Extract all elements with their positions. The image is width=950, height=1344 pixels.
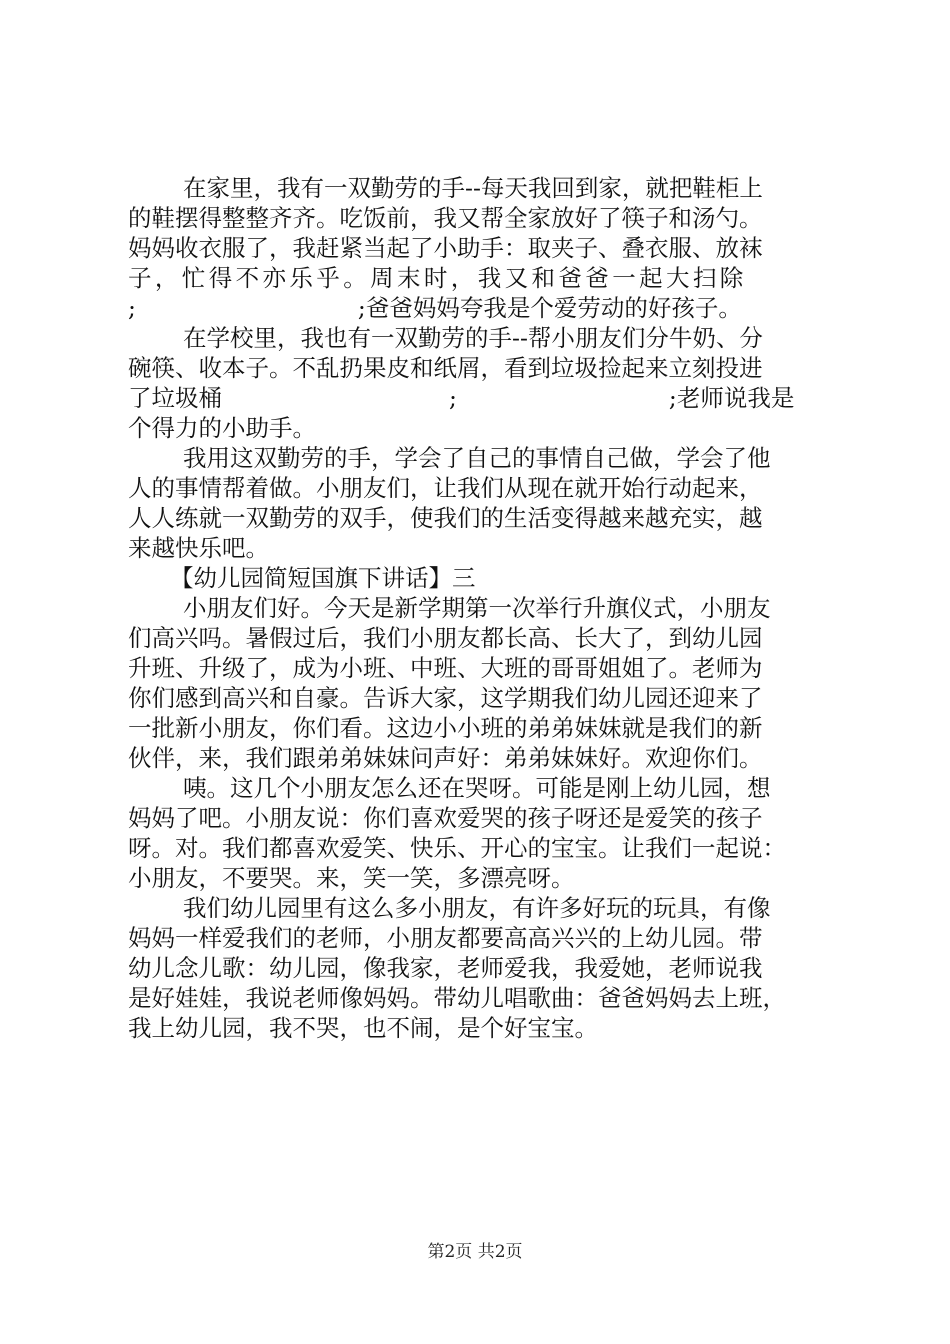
text-span: 幼儿念儿歌：幼儿园，像我家，老师爱我，我爱她，老师说我 <box>128 954 763 982</box>
text-line <box>128 173 840 203</box>
text-line <box>128 443 840 473</box>
text-line <box>128 293 840 323</box>
text-line <box>128 653 840 683</box>
text-line <box>128 983 840 1013</box>
page-number-footer: 第2页 共2页 <box>427 1242 523 1262</box>
text-span: 人人练就一双勤劳的双手，使我们的生活变得越来越充实，越 <box>128 504 763 532</box>
text-line <box>128 1013 840 1043</box>
text-span: 一批新小朋友，你们看。这边小小班的弟弟妹妹就是我们的新 <box>128 714 763 742</box>
text-span: 你们感到高兴和自豪。告诉大家，这学期我们幼儿园还迎来了 <box>128 684 763 712</box>
text-line <box>128 743 840 773</box>
text-line <box>128 233 840 263</box>
text-line <box>128 803 840 833</box>
text-line <box>128 203 840 233</box>
text-line <box>128 533 840 563</box>
text-span: 妈妈一样爱我们的老师，小朋友都要高高兴兴的上幼儿园。带 <box>128 924 763 952</box>
text-span: 妈妈收衣服了，我赶紧当起了小助手：取夹子、叠衣服、放袜 <box>128 234 763 262</box>
text-span: 在学校里，我也有一双勤劳的手--帮小朋友们分牛奶、分 <box>183 324 763 352</box>
text-span: 【幼儿园简短国旗下讲话】三 <box>170 564 476 592</box>
text-span: 子，忙得不亦乐乎。周末时，我又和爸爸一起大扫除 <box>128 264 747 292</box>
text-line <box>128 263 840 293</box>
text-span: 升班、升级了，成为小班、中班、大班的哥哥姐姐了。老师为 <box>128 654 763 682</box>
text-line <box>128 773 840 803</box>
text-span: 伙伴，来，我们跟弟弟妹妹问声好：弟弟妹妹好。欢迎你们。 <box>128 744 763 772</box>
text-line <box>128 953 840 983</box>
text-span: 了垃圾桶 <box>128 384 222 412</box>
text-line <box>128 323 840 353</box>
section-heading <box>128 563 840 593</box>
text-span: ; <box>128 294 136 322</box>
text-span: ;爸爸妈妈夸我是个爱劳动的好孩子。 <box>357 294 742 322</box>
document-body <box>128 173 840 1043</box>
text-line <box>128 503 840 533</box>
text-line <box>128 833 840 863</box>
text-span: 我用这双勤劳的手，学会了自己的事情自己做，学会了他 <box>183 444 771 472</box>
text-span: 碗筷、收本子。不乱扔果皮和纸屑，看到垃圾捡起来立刻投进 <box>128 354 763 382</box>
text-span: 小朋友，不要哭。来，笑一笑，多漂亮呀。 <box>128 864 575 892</box>
text-span: 的鞋摆得整整齐齐。吃饭前，我又帮全家放好了筷子和汤勺。 <box>128 204 763 232</box>
text-span: 人的事情帮着做。小朋友们，让我们从现在就开始行动起来， <box>128 474 763 502</box>
text-line <box>128 473 840 503</box>
text-line <box>128 713 840 743</box>
text-span: 我们幼儿园里有这么多小朋友，有许多好玩的玩具，有像 <box>183 894 771 922</box>
text-span: 在家里，我有一双勤劳的手--每天我回到家，就把鞋柜上 <box>183 174 763 202</box>
text-span: 妈妈了吧。小朋友说：你们喜欢爱哭的孩子呀还是爱笑的孩子 <box>128 804 763 832</box>
text-line <box>128 413 840 443</box>
text-span: 是好娃娃，我说老师像妈妈。带幼儿唱歌曲：爸爸妈妈去上班， <box>128 984 786 1012</box>
text-line <box>128 923 840 953</box>
text-line <box>128 893 840 923</box>
text-line <box>128 353 840 383</box>
text-span: ;老师说我是 <box>668 384 795 412</box>
text-span: 呀。对。我们都喜欢爱笑、快乐、开心的宝宝。让我们一起说： <box>128 834 786 862</box>
text-span: 们高兴吗。暑假过后，我们小朋友都长高、长大了，到幼儿园 <box>128 624 763 652</box>
text-line <box>128 683 840 713</box>
text-span: 咦。这几个小朋友怎么还在哭呀。可能是刚上幼儿园，想 <box>183 774 771 802</box>
text-span: 个得力的小助手。 <box>128 414 316 442</box>
text-line <box>128 593 840 623</box>
text-span: 我上幼儿园，我不哭，也不闹，是个好宝宝。 <box>128 1014 598 1042</box>
text-span: ; <box>449 384 457 412</box>
text-span: 小朋友们好。今天是新学期第一次举行升旗仪式，小朋友 <box>183 594 771 622</box>
text-span: 来越快乐吧。 <box>128 534 269 562</box>
text-line <box>128 863 840 893</box>
text-line <box>128 623 840 653</box>
text-line <box>128 383 840 413</box>
